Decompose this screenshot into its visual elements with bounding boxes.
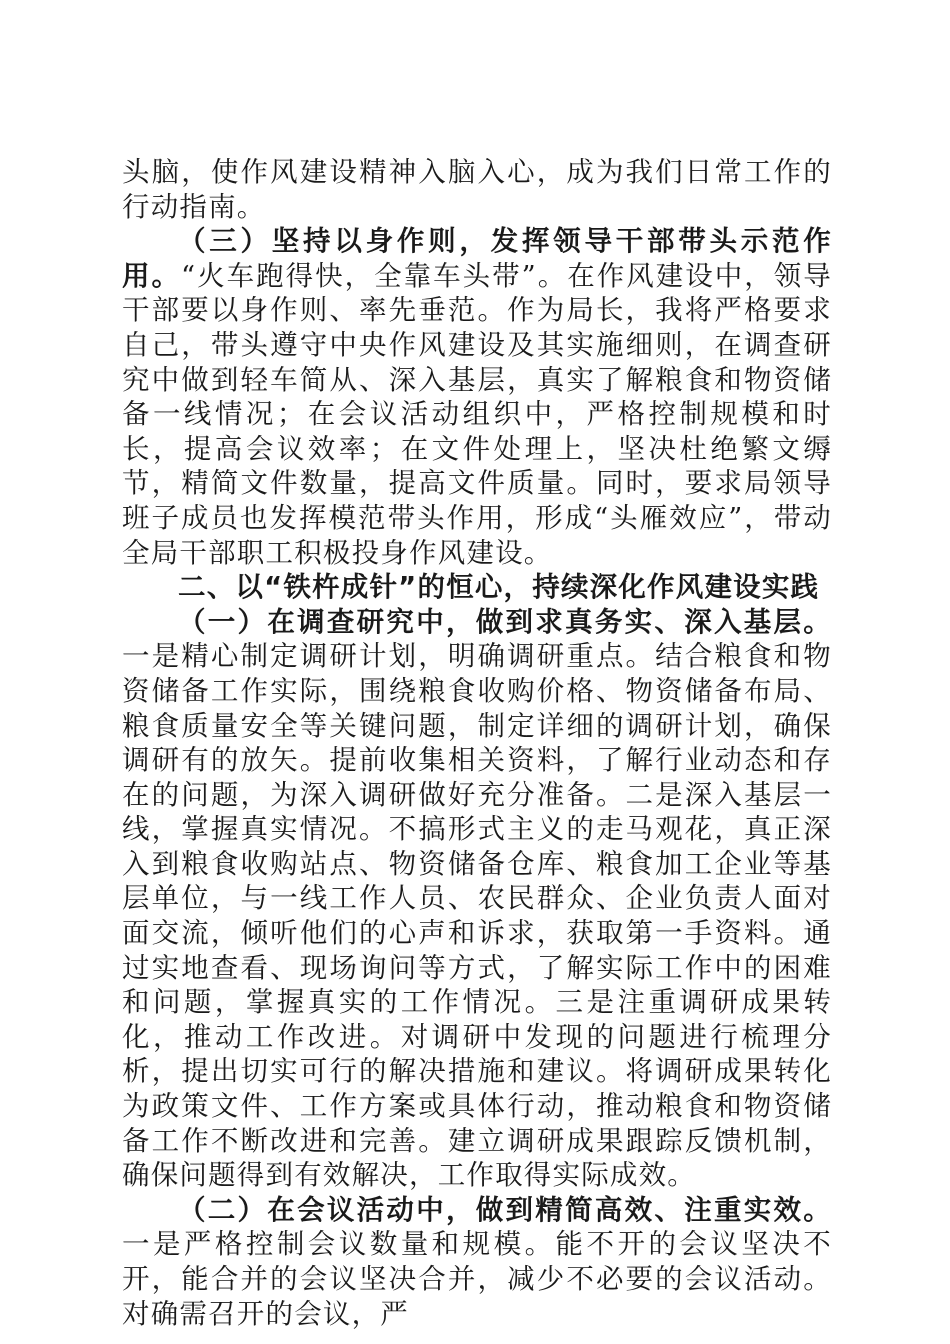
- document-body: [122, 155, 832, 1331]
- section-2-1-lead: （一）在调查研究中，做到求真务实、深入基层。: [178, 605, 832, 638]
- paragraph-continued: 头脑，使作风建设精神入脑入心，成为我们日常工作的行动指南。: [122, 156, 832, 223]
- section-1-3-body: “火车跑得快，全靠车头带”。在作风建设中，领导干部要以身作则、率先垂范。作为局长，我将严格要求自己，带头遵守中央作风建设及其实施细则，在调查研究中做到轻车简从、深入基层，真实了解粮食和物资储备一线情况；在会议活动组织中，严格控制规模和时长，提高会议效率；在文件处理上，坚决杜绝繁文缛节，精简文件数量，提高文件质量。同时，要求局领导班子成员也发挥模范带头作用，形成“头雁效应”，带动全局干部职工积极投身作风建设。: [122, 259, 832, 569]
- section-heading-2: 二、以“铁杵成针”的恒心，持续深化作风建设实践: [178, 571, 820, 604]
- section-2-2-body: 一是严格控制会议数量和规模。能不开的会议坚决不开，能合并的会议坚决合并，减少不必要的会议活动。对确需召开的会议，严: [122, 1228, 832, 1330]
- paragraph-section-2-1: [122, 605, 832, 1193]
- paragraph-section-2-2: [122, 1193, 832, 1331]
- section-2-2-lead: （二）在会议活动中，做到精简高效、注重实效。: [178, 1193, 832, 1226]
- section-2-1-body: 一是精心制定调研计划，明确调研重点。结合粮食和物资储备工作实际，围绕粮食收购价格、物资储备布局、粮食质量安全等关键问题，制定详细的调研计划，确保调研有的放矢。提前收集相关资料，了解行业动态和存在的问题，为深入调研做好充分准备。二是深入基层一线，掌握真实情况。不搞形式主义的走马观花，真正深入到粮食收购站点、物资储备仓库、粮食加工企业等基层单位，与一线工作人员、农民群众、企业负责人面对面交流，倾听他们的心声和诉求，获取第一手资料。通过实地查看、现场询问等方式，了解实际工作中的困难和问题，掌握真实的工作情况。三是注重调研成果转化，推动工作改进。对调研中发现的问题进行梳理分析，提出切实可行的解决措施和建议。将调研成果转化为政策文件、工作方案或具体行动，推动粮食和物资储备工作不断改进和完善。建立调研成果跟踪反馈机制，确保问题得到有效解决，工作取得实际成效。: [122, 640, 832, 1192]
- paragraph-section-1-3: [122, 224, 832, 570]
- section-1-3-lead: （三）坚持以身作则，发挥领导干部带头示范作用。: [122, 225, 832, 292]
